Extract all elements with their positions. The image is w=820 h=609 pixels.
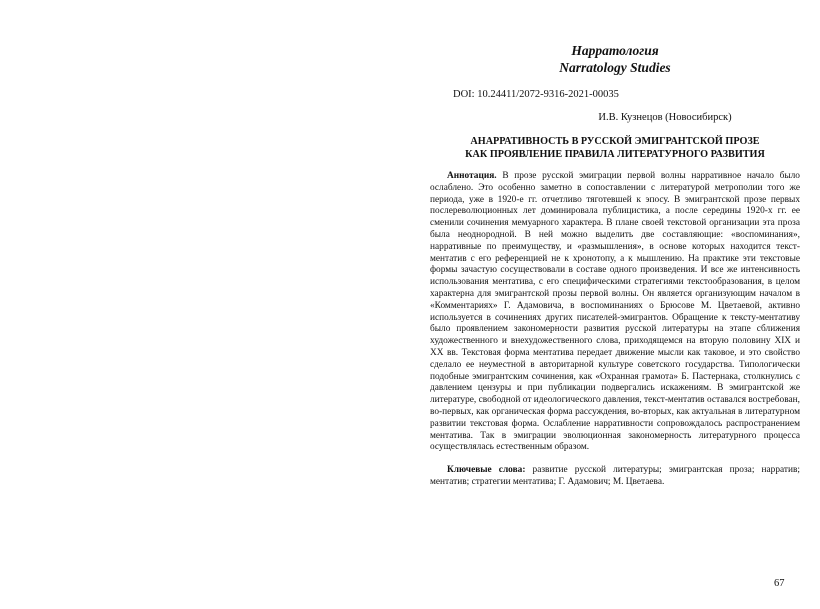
author-line: И.В. Кузнецов (Новосибирск) [598,112,732,123]
doi[interactable]: DOI: 10.24411/2072-9316-2021-00035 [453,89,619,100]
keywords-label: Ключевые слова: [447,465,526,475]
keywords-text: развитие русской литературы; эмигрантская проза; нарратив; ментатив; стратегии ментатива; Г. Адамович; М. Цветаева. [430,465,800,487]
section-heading [430,42,800,76]
section-title-ru: Нарратология [571,43,659,58]
keywords-paragraph [430,465,800,489]
article-title-line-1: АНАРРАТИВНОСТЬ В РУССКОЙ ЭМИГРАНТСКОЙ ПРОЗЕ [470,136,760,147]
abstract-paragraph [430,171,800,454]
section-title-en: Narratology Studies [559,60,671,75]
article-title-line-2: КАК ПРОЯВЛЕНИЕ ПРАВИЛА ЛИТЕРАТУРНОГО РАЗВИТИЯ [465,148,765,160]
page-number: 67 [774,578,785,589]
abstract-label: Аннотация. [447,171,497,181]
abstract-text: В прозе русской эмиграции первой волны нарративное начало было ослаблено. Это особенно заметно в сопоставлении с литературой метрополии того же периода, уже в 1920-е гг. отчетливо тяготевшей к эпосу. В эмигрантской прозе первых послереволюционных лет доминировала публицистика, а после середины 1920-х гг. ее сменили сочинения мемуарного характера. В плане своей текстовой организации эта проза была неоднородной. В ней можно выделить две составляющие: «воспоминания», нарративные по преимуществу, и «размышления», в основе которых находится текст-ментатив с его референцией не к хронотопу, а к мышлению. На практике эти текстовые формы зачастую сосуществовали в составе одного произведения. И все же интенсивность использования ментатива, с его специфическими стратегиями текстообразования, в целом характерна для эмигрантской прозы первой волны. Он является организующим началом в «Комментариях» Г. Адамовича, в воспоминаниях о Брюсове М. Цветаевой, активно используется в сочинениях других писателей-эмигрантов. Обращение к тексту-ментативу было проявлением закономерности развития русской литературы на этапе сближения художественного и внехудожественного слова, приходящемся на вторую половину XIX и XX вв. Текстовая форма ментатива передает движение мысли как таковое, и это свойство сделало ее неуместной в авторитарной культуре советского государства. Типологически подобные эмигрантским сочинения, как «Охранная грамота» Б. Пастернака, столкнулись с давлением цензуры и при публикации подвергались искажениям. В эмигрантской же литературе, свободной от идеологического давления, текст-ментатив оставался востребован, во-первых, как органическая форма рассуждения, во-вторых, как актуальная в литературном развитии текстовая форма. Ослабление нарративности сопровождалось распространением ментатива. Так в эмиграции эволюционная закономерность литературного процесса осуществлялась естественным образом. [430,171,800,453]
article-title [430,136,800,161]
